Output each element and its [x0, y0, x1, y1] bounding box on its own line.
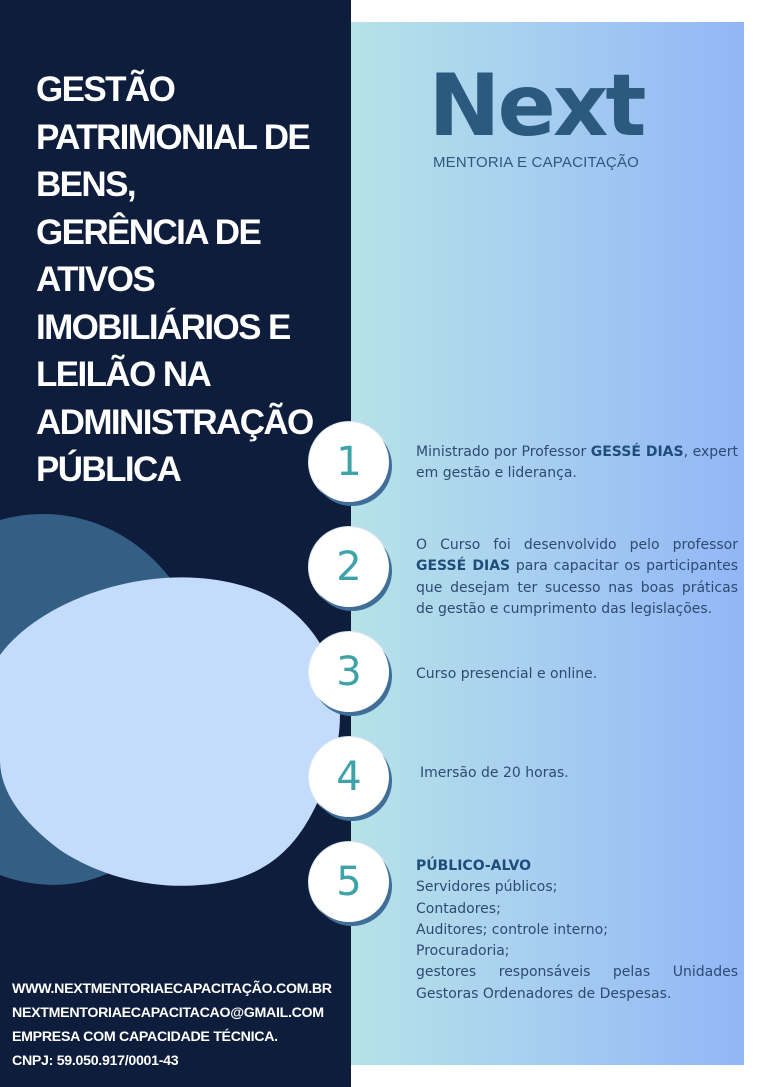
audience-line: Servidores públicos; [416, 879, 558, 896]
step-text: Ministrado por Professor [416, 444, 591, 460]
title-line: IMOBILIÁRIOS E [36, 307, 290, 347]
title-line: BENS, [36, 165, 135, 204]
cnpj-number: CNPJ: 59.050.917/0001-43 [12, 1053, 179, 1069]
step-number-circle [309, 842, 389, 922]
step-number: 3 [336, 649, 362, 695]
step-number-circle [309, 737, 389, 817]
step-number: 4 [336, 754, 362, 800]
title-line: PATRIMONIAL DE [36, 117, 310, 157]
step-text: O Curso foi desenvolvido pelo professor [416, 537, 738, 553]
step-4-text: Imersão de 20 horas. [420, 765, 569, 781]
title-line: ATIVOS [36, 260, 155, 299]
title-line: GERÊNCIA DE [36, 212, 261, 252]
light-blob-shape [0, 577, 340, 885]
step-text: para capacitar os participantes que desejam ter sucesso nas boas práticas de gestão e cumprimento das legislações. [416, 558, 738, 617]
step-number-circle [309, 632, 389, 712]
title-line: LEILÃO NA [36, 355, 211, 394]
audience-line: Auditores; controle interno; [416, 921, 608, 938]
target-audience [416, 856, 738, 1005]
course-title [36, 66, 336, 494]
title-line: GESTÃO [36, 70, 175, 109]
company-tagline: EMPRESA COM CAPACIDADE TÉCNICA. [12, 1029, 278, 1045]
step-number: 1 [336, 439, 362, 485]
step-number-circle [309, 527, 389, 607]
logo-subtitle: MENTORIA E CAPACITAÇÃO [432, 154, 640, 171]
email-link[interactable]: NEXTMENTORIAECAPACITACAO@GMAIL.COM [12, 1005, 324, 1021]
title-line: PÚBLICA [36, 450, 181, 489]
step-text: , expert em gestão e liderança. [416, 444, 738, 482]
audience-line: Procuradoria; [416, 943, 510, 960]
title-line: ADMINISTRAÇÃO [36, 402, 313, 442]
audience-line: gestores responsáveis pelas Unidades [416, 964, 738, 981]
next-logo: Next [428, 56, 644, 156]
website-link[interactable]: WWW.NEXTMENTORIAECAPACITAÇÃO.COM.BR [12, 981, 332, 997]
audience-line: Contadores; [416, 900, 501, 917]
step-2-text [416, 535, 738, 620]
audience-line: Gestoras Ordenadores de Despesas. [416, 985, 672, 1002]
instructor-name: GESSÉ DIAS [416, 558, 511, 575]
instructor-name: GESSÉ DIAS [590, 444, 684, 460]
step-1-text [416, 442, 738, 485]
target-audience-heading: PÚBLICO-ALVO [416, 858, 531, 874]
step-number: 2 [336, 544, 362, 590]
step-number: 5 [336, 859, 362, 905]
contact-footer [12, 977, 332, 1073]
step-3-text: Curso presencial e online. [416, 666, 598, 682]
step-number-circle [309, 422, 389, 502]
